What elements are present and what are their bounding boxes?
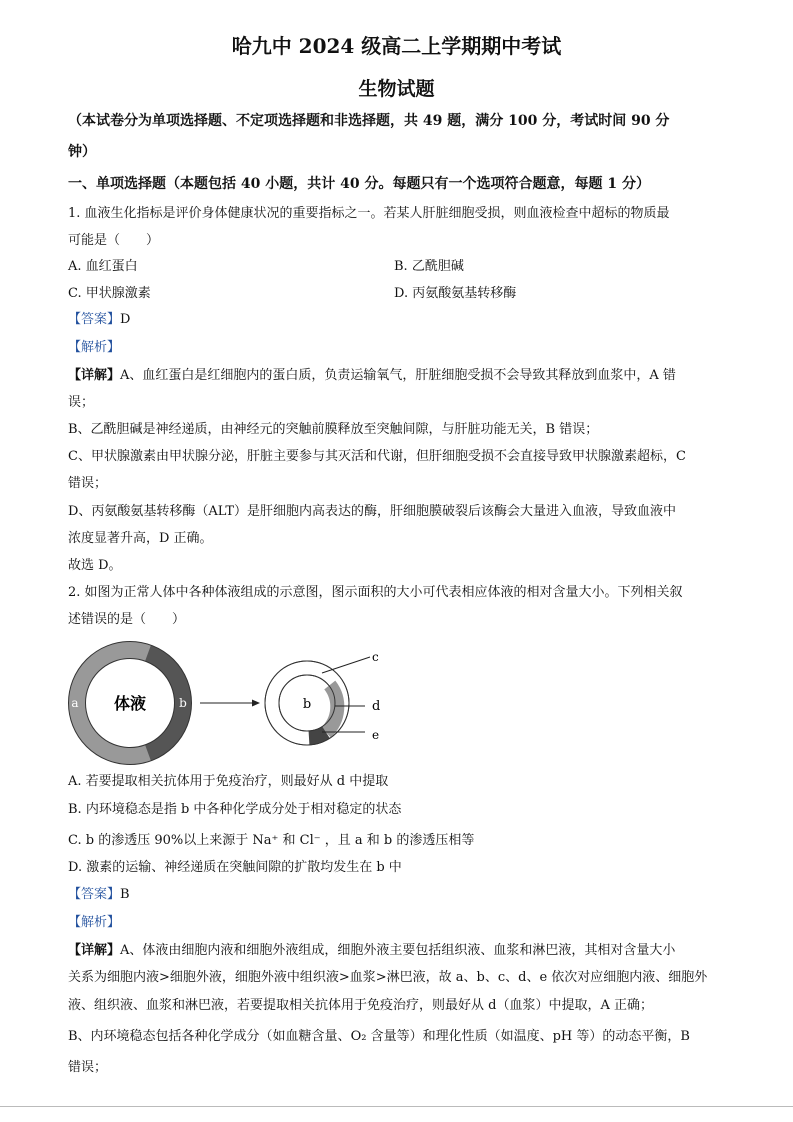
- leader-c: [322, 657, 370, 673]
- q1-answer: [68, 311, 130, 329]
- exam-title: 哈九中 2024 级高二上学期期中考试: [231, 34, 562, 58]
- q1-stem-line2: 可能是（ ）: [68, 233, 160, 248]
- q1-detail-line2: 误；: [68, 395, 95, 410]
- exam-note-line2: 钟）: [68, 144, 96, 160]
- q1-detail-text1: A、血红蛋白是红细胞内的蛋白质，负责运输氧气，肝脏细胞受损不会导致其释放到血浆中，A 错: [120, 368, 676, 383]
- q1-detail-line6: D、丙氨酸氨基转移酶（ALT）是肝细胞内高表达的酶，肝细胞膜破裂后该酶会大量进入血液，导致血液中: [68, 504, 677, 519]
- q1-detail-line8: 故选 D。: [68, 558, 122, 573]
- q1-detail-line1: [68, 367, 676, 385]
- q2-answer: [68, 886, 130, 904]
- q2-stem-line1: 2. 如图为正常人体中各种体液组成的示意图，图示面积的大小可代表相应体液的相对含量大小。下列相关叙: [68, 585, 683, 600]
- label-d: d: [372, 699, 381, 714]
- label-c: c: [372, 650, 379, 664]
- q2-option-c-pre: C. b 的渗透压 90%以上来源于: [68, 833, 249, 848]
- arrow-head: [252, 700, 260, 707]
- q2-option-c-post: ，且 a 和 b 的渗透压相等: [324, 833, 475, 848]
- body-fluid-diagram: [60, 640, 400, 770]
- label-e: e: [372, 728, 380, 742]
- q1-option-a: A. 血红蛋白: [68, 259, 138, 274]
- q2-detail-line5: 错误；: [68, 1060, 108, 1075]
- q1-detail-line5: 错误；: [68, 476, 108, 491]
- q2-detail-tag: 【详解】: [68, 943, 121, 958]
- q2-option-a: A. 若要提取相关抗体用于免疫治疗，则最好从 d 中提取: [68, 774, 389, 789]
- right-ring-lymph-segment: [309, 732, 326, 738]
- label-b-left: b: [179, 696, 187, 710]
- q1-detail-tag: 【详解】: [68, 368, 121, 383]
- q2-detail-text1: A、体液由细胞内液和细胞外液组成，细胞外液主要包括组织液、血浆和淋巴液，其相对含量大小: [120, 943, 676, 958]
- q2-option-d: D. 激素的运输、神经递质在突触间隙的扩散均发生在 b 中: [68, 860, 402, 875]
- q2-stem-line2: 述错误的是（ ）: [68, 612, 186, 627]
- q2-detail-line4-post: 含量等）和理化性质（如温度、pH 等）的动态平衡，B: [366, 1029, 690, 1044]
- q2-analysis-tag: 【解析】: [68, 915, 121, 930]
- q2-detail-line1: [68, 942, 675, 960]
- q2-detail-line4-pre: B、内环境稳态包括各种化学成分（如血糖含量、: [68, 1029, 351, 1044]
- q1-answer-value: D: [120, 312, 131, 327]
- q1-option-b: B. 乙酰胆碱: [394, 259, 464, 274]
- q2-detail-line4: [68, 1028, 690, 1046]
- q2-option-c: [68, 832, 474, 850]
- chloride-ion: Cl⁻: [299, 833, 321, 848]
- section1-heading: 一、单项选择题（本题包括 40 小题，共计 40 分。每题只有一个选项符合题意，每题 1 分）: [68, 176, 650, 192]
- q1-detail-line4: C、甲状腺激素由甲状腺分泌，肝脏主要参与其灭活和代谢，但肝细胞受损不会直接导致甲状腺激素超标，C: [68, 449, 686, 464]
- q1-option-d: D. 丙氨酸氨基转移酶: [394, 286, 517, 301]
- q2-option-c-and: 和: [282, 833, 296, 848]
- oxygen-formula: O₂: [350, 1029, 367, 1044]
- q1-detail-line3: B、乙酰胆碱是神经递质，由神经元的突触前膜释放至突触间隙，与肝脏功能无关，B 错误；: [68, 422, 599, 437]
- q2-answer-tag: 【答案】: [68, 887, 121, 902]
- left-ring-extracellular-segment: [148, 653, 183, 753]
- right-center-label: b: [302, 697, 312, 712]
- sodium-ion: Na⁺: [252, 833, 279, 848]
- exam-note-line1: （本试卷分为单项选择题、不定项选择题和非选择题，共 49 题，满分 100 分，考试时间 90 分: [68, 113, 670, 129]
- q2-option-b: B. 内环境稳态是指 b 中各种化学成分处于相对稳定的状态: [68, 802, 402, 817]
- q2-answer-value: B: [120, 887, 130, 902]
- q1-detail-line7: 浓度显著升高，D 正确。: [68, 531, 213, 546]
- page-bottom-rule: [0, 1106, 793, 1107]
- q1-analysis-tag: 【解析】: [68, 340, 121, 355]
- q1-answer-tag: 【答案】: [68, 312, 121, 327]
- q1-option-c: C. 甲状腺激素: [68, 286, 151, 301]
- exam-subtitle: 生物试题: [358, 78, 435, 100]
- label-a: a: [71, 696, 79, 710]
- left-center-label: 体液: [113, 694, 147, 713]
- q1-stem-line1: 1. 血液生化指标是评价身体健康状况的重要指标之一。若某人肝脏细胞受损，则血液检查中超标的物质最: [68, 206, 670, 221]
- q2-detail-line2: 关系为细胞内液>细胞外液，细胞外液中组织液>血浆>淋巴液，故 a、b、c、d、e 依次对应细胞内液、细胞外: [68, 970, 708, 985]
- q2-detail-line3: 液、组织液、血浆和淋巴液，若要提取相关抗体用于免疫治疗，则最好从 d（血浆）中提取，A 正确；: [68, 998, 653, 1013]
